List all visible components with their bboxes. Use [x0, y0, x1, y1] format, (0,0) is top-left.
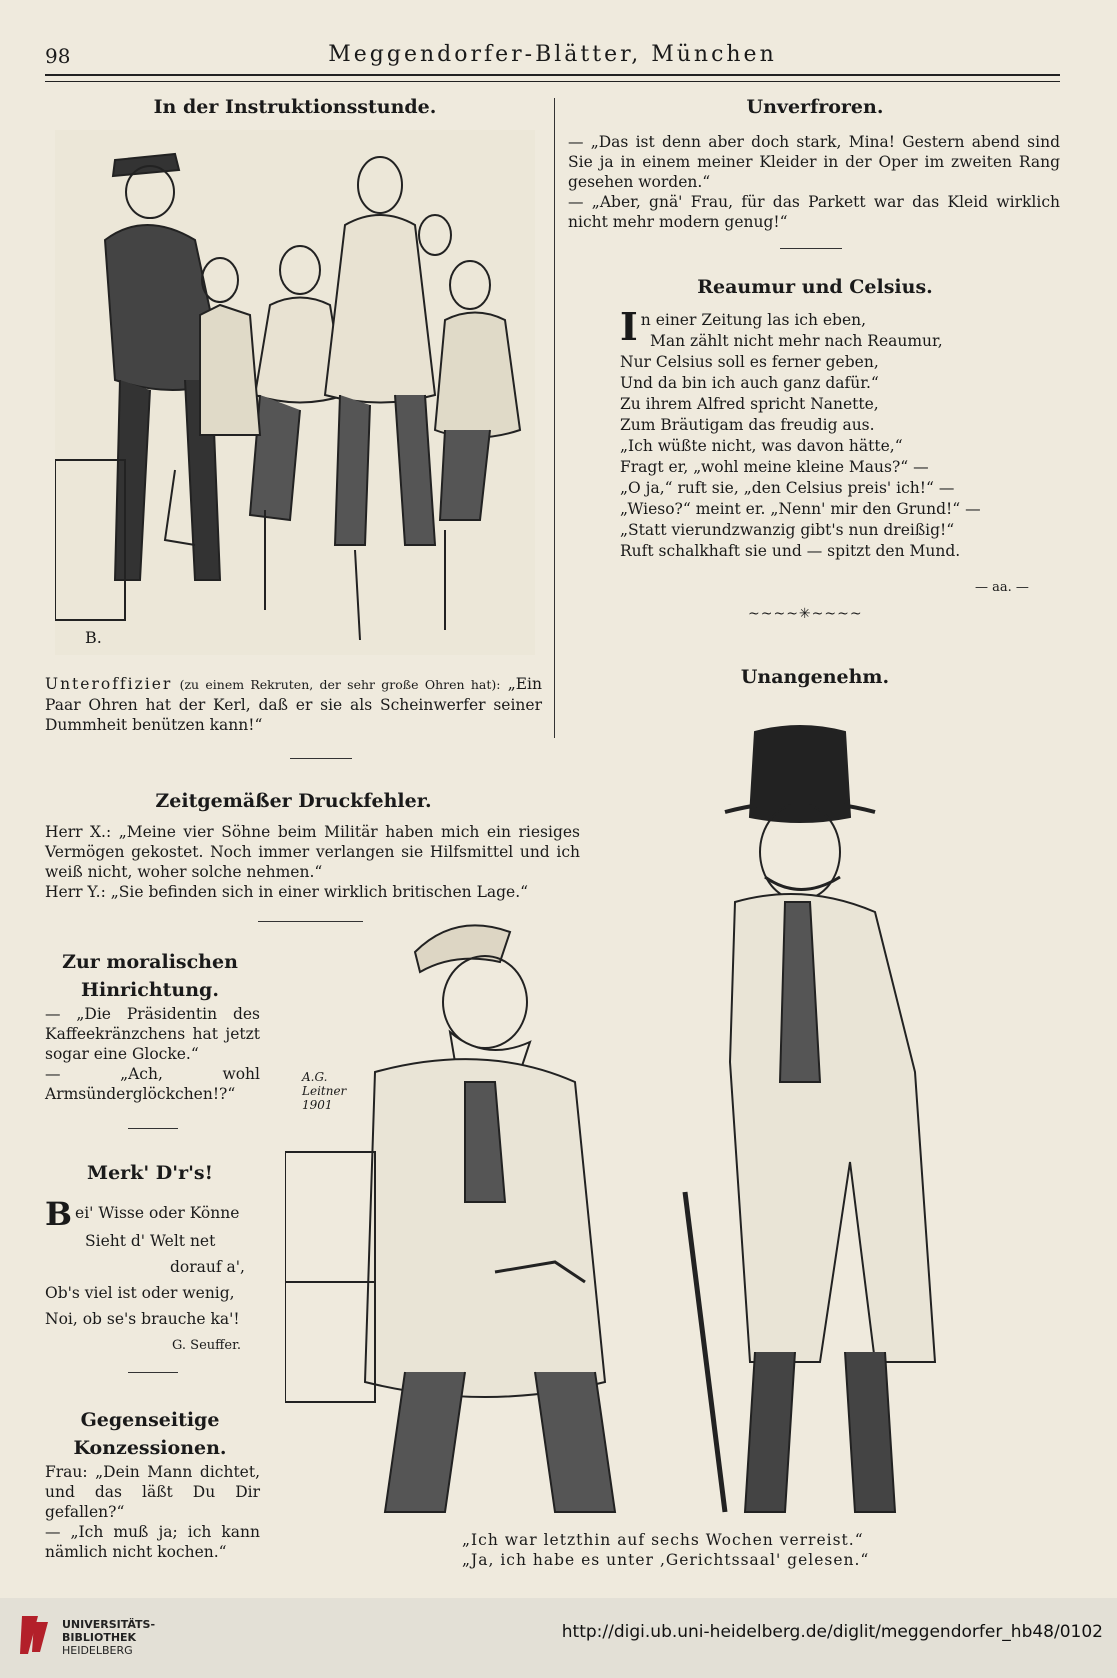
- digitization-footer: [0, 1598, 1117, 1678]
- header-rule: [45, 74, 1060, 82]
- moralisch-title-line2: Hinrichtung.: [81, 979, 219, 1001]
- caption-line1: „Ich war letzthin auf sechs Wochen verreist.“: [462, 1531, 864, 1549]
- caption-line2: „Ja, ich habe es unter ‚Gerichtssaal' gelesen.“: [462, 1551, 870, 1569]
- poem-line: Man zählt nicht mehr nach Reaumur,: [650, 332, 943, 350]
- unangenehm-caption: [462, 1530, 1022, 1570]
- reaumur-poem: [620, 304, 1060, 562]
- gegenseitig-text: [45, 1462, 260, 1562]
- merk-line: ei' Wisse oder Könne: [75, 1204, 240, 1222]
- merk-line: dorauf a',: [170, 1258, 245, 1276]
- artist-mark-leitner: A.G. Leitner 1901: [302, 1070, 347, 1112]
- separator-rule: [780, 248, 842, 249]
- journal-title: Meggendorfer-Blätter, München: [328, 42, 777, 67]
- illustration-unangenehm: [285, 712, 1095, 1522]
- merk-line: Noi, ob se's brauche ka'!: [45, 1310, 240, 1328]
- separator-rule: [128, 1128, 178, 1129]
- gegenseitig-title: [45, 1406, 255, 1462]
- separator-rule: [128, 1372, 178, 1373]
- library-name-line1: UNIVERSITÄTS-: [62, 1618, 156, 1631]
- unverfroren-line1: — „Das ist denn aber doch stark, Mina! Gestern abend sind Sie ja in einem meiner Kleider in der Oper im zweiten Rang gesehen worden.“: [568, 133, 1060, 191]
- reaumur-author: — aa. —: [975, 580, 1029, 595]
- poem-line: „O ja,“ ruft sie, „den Celsius preis' ich!“ —: [620, 479, 955, 497]
- merk-title: Merk' D'r's!: [87, 1162, 213, 1184]
- druckfehler-line1: Herr X.: „Meine vier Söhne beim Militär haben mich ein riesiges Vermögen gekostet. Noch immer verlangen sie Hilfsmittel und ich weiß nicht, woher solche nehmen.“: [45, 823, 580, 881]
- caption-stage-direction: (zu einem Rekruten, der sehr große Ohren hat):: [179, 677, 501, 692]
- unverfroren-title: Unverfroren.: [746, 96, 884, 118]
- artist-mark-b: B.: [85, 628, 102, 647]
- poem-line: Zum Bräutigam das freudig aus.: [620, 416, 875, 434]
- column-divider: [554, 98, 555, 738]
- caption-quote: „Ein Paar Ohren hat der Kerl, daß er sie als Scheinwerfer seiner Dummheit benützen kann!“: [45, 675, 542, 734]
- poem-line: Und da bin ich auch ganz dafür.“: [620, 374, 879, 392]
- moralisch-text: [45, 1004, 260, 1104]
- poem-line: „Statt vierundzwanzig gibt's nun dreißig!“: [620, 521, 955, 539]
- page-number: 98: [45, 44, 71, 68]
- poem-line: Zu ihrem Alfred spricht Nanette,: [620, 395, 879, 413]
- merk-line: Sieht d' Welt net: [85, 1232, 216, 1250]
- poem-line: Ruft schalkhaft sie und — spitzt den Mund.: [620, 542, 961, 560]
- unverfroren-text: [568, 132, 1060, 232]
- merk-poem: [45, 1195, 260, 1332]
- permalink-url[interactable]: http://digi.ub.uni-heidelberg.de/diglit/meggendorfer_hb48/0102: [561, 1622, 1103, 1642]
- moralisch-title-line1: Zur moralischen: [62, 951, 238, 973]
- instruktion-title: In der Instruktionsstunde.: [153, 96, 437, 118]
- druckfehler-line2: Herr Y.: „Sie befinden sich in einer wirklich britischen Lage.“: [45, 883, 529, 901]
- gegenseitig-line2: — „Ich muß ja; ich kann nämlich nicht kochen.“: [45, 1523, 260, 1561]
- merk-line: Ob's viel ist oder wenig,: [45, 1284, 235, 1302]
- poem-line: Fragt er, „wohl meine kleine Maus?“ —: [620, 458, 929, 476]
- library-logo-icon: [14, 1610, 54, 1660]
- poem-line: „Wieso?“ meint er. „Nenn' mir den Grund!“ —: [620, 500, 981, 518]
- caption-speaker: Unteroffizier: [45, 675, 173, 693]
- ornament: ~~~~✳~~~~: [748, 606, 863, 622]
- reaumur-title: Reaumur und Celsius.: [697, 276, 933, 298]
- moralisch-line2: — „Ach, wohl Armsünderglöckchen!?“: [45, 1065, 260, 1103]
- gegenseitig-line1: Frau: „Dein Mann dichtet, und das läßt Du Dir gefallen?“: [45, 1463, 260, 1521]
- reaumur-dropcap: I: [620, 304, 638, 349]
- library-name: [62, 1618, 155, 1657]
- druckfehler-title: Zeitgemäßer Druckfehler.: [155, 790, 432, 812]
- poem-line: Nur Celsius soll es ferner geben,: [620, 353, 879, 371]
- poem-line: n einer Zeitung las ich eben,: [640, 311, 867, 329]
- poem-line: „Ich wüßte nicht, was davon hätte,“: [620, 437, 903, 455]
- running-header: [45, 40, 1060, 70]
- library-name-line3: HEIDELBERG: [62, 1644, 133, 1657]
- gegenseitig-title-line1: Gegenseitige: [80, 1409, 220, 1431]
- moralisch-line1: — „Die Präsidentin des Kaffeekränzchens hat jetzt sogar eine Glocke.“: [45, 1005, 260, 1063]
- merk-dropcap: B: [45, 1195, 73, 1233]
- merk-author: G. Seuffer.: [172, 1338, 242, 1353]
- unverfroren-line2: — „Aber, gnä' Frau, für das Parkett war das Kleid wirklich nicht mehr modern genug!“: [568, 193, 1060, 231]
- unangenehm-title: Unangenehm.: [740, 666, 890, 688]
- library-name-line2: BIBLIOTHEK: [62, 1631, 137, 1644]
- gegenseitig-title-line2: Konzessionen.: [73, 1437, 227, 1459]
- moralisch-title: [45, 948, 255, 1004]
- illustration-instruktion: [55, 130, 535, 655]
